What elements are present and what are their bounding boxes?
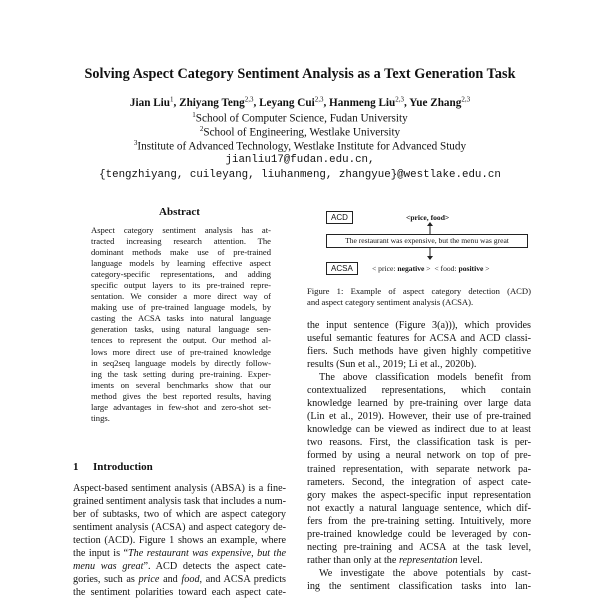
- affiliation-3: [40, 139, 560, 153]
- text-line: iments on several benchmarks show that our: [91, 379, 271, 390]
- acsa-label-box: ACSA: [326, 262, 358, 275]
- text-line: knowledge can be viewed as indirect due to at least: [307, 424, 531, 436]
- acsa-output-1-prefix: < price:: [372, 264, 398, 273]
- text-line: tracted increasing research attention. The: [91, 236, 271, 247]
- text-line: useful semantic features for ACSA and ACD classi-: [307, 333, 531, 345]
- text-line: tings.: [91, 412, 110, 423]
- text-line: (Lin et al., 2019). However, their use of pre-trained: [307, 411, 531, 423]
- text-line: Aspect category sentiment analysis has at-: [91, 225, 271, 235]
- text-line: rameters. Second, the integration of aspect cate-: [307, 476, 531, 488]
- text-line: gory makes the aspect-specific input representation: [307, 489, 531, 501]
- author-affiliation-sup: 1: [170, 95, 174, 103]
- text-line: casting the ACSA tasks into natural language: [91, 313, 271, 324]
- figure-1: [320, 210, 530, 280]
- text-line: We investigate the above potentials by cast-: [319, 567, 531, 579]
- text-line: specific output layers to its pre-trained repre-: [91, 280, 271, 291]
- author-1: [130, 97, 174, 109]
- affiliation-1: [40, 111, 560, 125]
- acsa-output-1-value: negative: [397, 264, 425, 273]
- text-line: two reasons. First, the classification task is per-: [307, 437, 531, 449]
- text-line: language models by learning effective aspect: [91, 258, 271, 269]
- text-line: the input is “The restaurant was expensive, but the: [73, 548, 286, 560]
- author-affiliation-sup: 2,3: [244, 95, 254, 103]
- right-column-text: [307, 319, 531, 593]
- arrow-down-icon: [426, 247, 434, 261]
- text-line: fers from the pre-training setting. Intuitively, more: [307, 515, 531, 527]
- section-title: Introduction: [93, 461, 153, 473]
- text-line: necting pre-training and ACSA at the task level,: [307, 541, 531, 553]
- acd-label-box: ACD: [326, 211, 353, 224]
- text-line: ing the task setting during pre-training. Exper-: [91, 368, 271, 379]
- text-line: The above classification models benefit from: [319, 372, 531, 384]
- text-line: generation tasks, using natural language sen-: [91, 324, 271, 335]
- text-line: making use of pre-trained language models, by: [91, 302, 271, 313]
- acd-output: <price, food>: [406, 213, 450, 222]
- introduction-text: [73, 482, 286, 599]
- text-line: method gives the best reported results, having: [91, 390, 271, 401]
- section-number: 1: [73, 461, 79, 473]
- text-line: in seq2seq language models by directly follow-: [91, 357, 271, 368]
- section-introduction-heading: [73, 461, 153, 473]
- acsa-output-2-prefix: < food:: [434, 264, 459, 273]
- text-line: category-specific representations, and adding: [91, 269, 271, 280]
- text-line: contextualized representations, which contain: [307, 385, 531, 397]
- affiliation-2: [40, 125, 560, 139]
- affiliation-3-sup: 3: [133, 139, 138, 147]
- text-line: trained representation, with separate network pa-: [307, 463, 531, 475]
- author-name: Jian Liu: [129, 96, 171, 109]
- text-line: large advantages in few-shot and zero-shot set-: [91, 401, 271, 412]
- acsa-output: [372, 264, 490, 273]
- author-affiliation-sup: 2,3: [314, 95, 324, 103]
- author-2: [179, 97, 253, 109]
- text-line: rather than only at the representation level.: [307, 554, 483, 566]
- text-line: results (Sun et al., 2019; Li et al., 2020b).: [307, 359, 477, 371]
- author-affiliation-sup: 2,3: [461, 95, 471, 103]
- affiliation-1-sup: 1: [192, 111, 196, 119]
- affiliation-3-text: Institute of Advanced Technology, Westlake Institute for Advanced Study: [137, 140, 467, 153]
- text-line: fiers. Such methods have given highly competitive: [307, 346, 531, 358]
- affiliation-1-text: School of Computer Science, Fudan University: [195, 112, 408, 125]
- acsa-output-2-suffix: >: [483, 264, 490, 273]
- author-name: Leyang Cui: [259, 96, 315, 109]
- acsa-output-2-value: positive: [458, 264, 484, 273]
- text-line: knowledge learned by pre-training over large data: [307, 398, 531, 410]
- affiliation-2-sup: 2: [199, 125, 204, 133]
- text-line: formed by using a neural network on top of pre-: [307, 450, 531, 462]
- author-name: Zhiyang Teng: [179, 96, 245, 109]
- text-line: sentiment analysis (ACSA) and aspect category de-: [73, 522, 286, 534]
- email-line-1[interactable]: jianliu17@fudan.edu.cn,: [225, 154, 375, 166]
- figure-1-caption: [307, 286, 531, 308]
- text-line: ber of subtasks, two of which are aspect category: [73, 509, 286, 521]
- acsa-output-1-suffix: >: [424, 264, 431, 273]
- input-sentence-box: The restaurant was expensive, but the menu was great: [326, 234, 528, 248]
- abstract-body: [91, 225, 271, 424]
- text-line: sentation. We consider a more direct way of: [91, 291, 271, 302]
- text-line: not exactly a natural language sentence, which dif-: [307, 502, 531, 514]
- author-4: [329, 97, 404, 109]
- paper-title: Solving Aspect Category Sentiment Analysis as a Text Generation Task: [84, 66, 516, 82]
- text-line: gories, such as price and food, and ACSA predicts: [73, 574, 286, 586]
- text-line: the sentiment polarities toward each aspect cate-: [73, 587, 286, 599]
- text-line: grained sentiment analysis task that includes a num-: [73, 496, 286, 508]
- text-line: menu was great”. ACD detects the aspect cate-: [73, 561, 286, 573]
- affiliation-2-text: School of Engineering, Westlake University: [203, 126, 401, 139]
- text-line: Figure 1: Example of aspect category detection (ACD): [307, 286, 531, 296]
- author-affiliation-sup: 2,3: [395, 95, 405, 103]
- author-list: Jian Liu$^1$, Zhiyang Teng$^{2,3}$, Leyang Cui$^{2,3}$, Hanmeng Liu$^{2,3}$, Yue Zhang$^{2,3}$: [129, 95, 471, 109]
- text-line: dominant methods make use of pre-trained: [91, 247, 271, 258]
- text-line: the input sentence (Figure 3(a))), which provides: [307, 320, 531, 331]
- text-line: pre-trained knowledge could be leveraged by con-: [307, 528, 531, 540]
- email-line-2[interactable]: {tengzhiyang, cuileyang, liuhanmeng, zhangyue}@westlake.edu.cn: [99, 169, 501, 181]
- abstract-heading: Abstract: [159, 206, 200, 218]
- text-line: Aspect-based sentiment analysis (ABSA) is a fine-: [73, 483, 286, 494]
- author-name: Hanmeng Liu: [329, 96, 396, 109]
- text-line: lows more direct use of pre-trained knowledge: [91, 346, 271, 357]
- text-line: tences to represent the output. Our method al-: [91, 335, 271, 346]
- author-5: [409, 97, 470, 109]
- author-3: [259, 97, 323, 109]
- text-line: tection (ACD). Figure 1 shows an example, where: [73, 535, 286, 547]
- text-line: ing the sentiment classification tasks into lan-: [307, 580, 531, 592]
- author-name: Yue Zhang: [409, 96, 462, 109]
- text-line: and aspect category sentiment analysis (ACSA).: [307, 297, 474, 307]
